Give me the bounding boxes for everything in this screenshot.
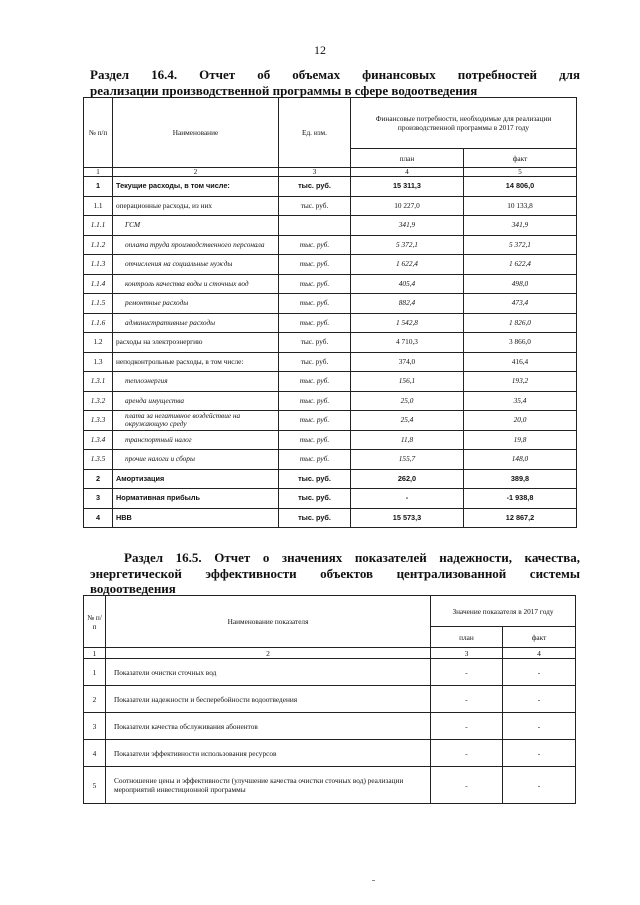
row-name: Показатели надежности и бесперебойности водоотведения xyxy=(106,686,431,713)
row-fact: - xyxy=(503,713,576,740)
table-row xyxy=(84,196,577,216)
row-plan: 10 227,0 xyxy=(351,196,464,216)
index-cell: 1 xyxy=(84,648,106,659)
row-fact: 12 867,2 xyxy=(464,508,577,528)
row-name: Нормативная прибыль xyxy=(113,489,279,509)
row-num: 1.3 xyxy=(84,352,113,372)
page-number: 12 xyxy=(314,43,326,57)
row-plan: - xyxy=(431,767,503,804)
index-cell: 4 xyxy=(351,168,464,177)
row-num: 2 xyxy=(84,469,113,489)
row-plan: 405,4 xyxy=(351,274,464,294)
row-plan: - xyxy=(431,713,503,740)
row-fact: 3 866,0 xyxy=(464,333,577,353)
header-name: Наименование xyxy=(113,98,279,168)
table-row xyxy=(84,352,577,372)
row-plan: 5 372,1 xyxy=(351,235,464,255)
row-num: 1.1.6 xyxy=(84,313,113,333)
table-row xyxy=(84,450,577,470)
row-plan: 15 311,3 xyxy=(351,177,464,197)
table-row xyxy=(84,489,577,509)
row-plan: 374,0 xyxy=(351,352,464,372)
header-plan: план xyxy=(351,149,464,168)
row-num: 3 xyxy=(84,713,106,740)
row-num: 1 xyxy=(84,177,113,197)
row-name: оплата труда производственного персонала xyxy=(113,235,279,255)
row-name: операционные расходы, из них xyxy=(113,196,279,216)
row-name: Показатели качества обслуживания абонентов xyxy=(106,713,431,740)
section-16-5-heading xyxy=(90,550,580,597)
section-16-5-title-line2: энергетической эффективности объектов централизованной системы xyxy=(90,565,580,581)
section-16-5-title-line1: Раздел 16.5. Отчет о значениях показателей надежности, качества, xyxy=(124,550,580,565)
row-name: расходы на электроэнергию xyxy=(113,333,279,353)
row-plan: 25,4 xyxy=(351,411,464,431)
row-fact: - xyxy=(503,767,576,804)
row-unit: тыс. руб. xyxy=(279,177,351,197)
section-16-5-title-line3: водоотведения xyxy=(90,581,176,596)
table-row xyxy=(84,313,577,333)
row-num: 1.3.2 xyxy=(84,391,113,411)
row-plan: 11,8 xyxy=(351,430,464,450)
row-name: НВВ xyxy=(113,508,279,528)
row-num: 1.3.3 xyxy=(84,411,113,431)
row-name: ремонтные расходы xyxy=(113,294,279,314)
row-plan: 25,0 xyxy=(351,391,464,411)
row-name: аренда имущества xyxy=(113,391,279,411)
row-unit: тыс. руб. xyxy=(279,430,351,450)
row-unit: тыс. руб. xyxy=(279,294,351,314)
index-cell: 4 xyxy=(503,648,576,659)
row-name: теплоэнергия xyxy=(113,372,279,392)
table-row xyxy=(84,767,576,804)
header-num: № п/п xyxy=(84,596,106,648)
column-index-row xyxy=(84,168,577,177)
row-plan: 341,9 xyxy=(351,216,464,236)
row-unit: тыс. руб. xyxy=(279,235,351,255)
row-plan: - xyxy=(431,686,503,713)
section-16-4-heading xyxy=(90,67,580,99)
row-fact: - xyxy=(503,740,576,767)
table-row xyxy=(84,659,576,686)
table-row xyxy=(84,740,576,767)
row-plan: - xyxy=(431,740,503,767)
row-name: плата за негативное воздействие на окружающую среду xyxy=(113,411,279,431)
row-num: 4 xyxy=(84,508,113,528)
row-fact: -1 938,8 xyxy=(464,489,577,509)
table-row xyxy=(84,469,577,489)
row-unit xyxy=(279,216,351,236)
row-fact: 1 826,0 xyxy=(464,313,577,333)
header-fact: факт xyxy=(503,627,576,648)
section-16-4-title-line1: Раздел 16.4. Отчет об объемах финансовых потребностей для xyxy=(90,67,580,82)
row-unit: тыс. руб. xyxy=(279,196,351,216)
index-cell: 3 xyxy=(431,648,503,659)
row-fact: 19,8 xyxy=(464,430,577,450)
row-num: 1.3.4 xyxy=(84,430,113,450)
row-unit: тыс. руб. xyxy=(279,333,351,353)
indicators-table xyxy=(83,595,576,804)
row-fact: 1 622,4 xyxy=(464,255,577,275)
index-cell: 2 xyxy=(106,648,431,659)
index-cell: 2 xyxy=(113,168,279,177)
row-num: 1.1 xyxy=(84,196,113,216)
header-row-1 xyxy=(84,596,576,627)
row-plan: 155,7 xyxy=(351,450,464,470)
row-name: Показатели эффективности использования ресурсов xyxy=(106,740,431,767)
table-row xyxy=(84,713,576,740)
header-plan: план xyxy=(431,627,503,648)
header-value: Значение показателя в 2017 году xyxy=(431,596,576,627)
row-unit: тыс. руб. xyxy=(279,255,351,275)
row-num: 1.3.1 xyxy=(84,372,113,392)
row-fact: 473,4 xyxy=(464,294,577,314)
table-row xyxy=(84,430,577,450)
row-fact: 35,4 xyxy=(464,391,577,411)
row-plan: - xyxy=(351,489,464,509)
row-name: административные расходы xyxy=(113,313,279,333)
row-name: Соотношение цены и эффективности (улучшение качества очистки сточных вод) реализации мероприятий инвестиционной программы xyxy=(106,767,431,804)
row-unit: тыс. руб. xyxy=(279,313,351,333)
row-name: Показатели очистки сточных вод xyxy=(106,659,431,686)
row-unit: тыс. руб. xyxy=(279,391,351,411)
section-16-4-title-line2: реализации производственной программы в сфере водоотведения xyxy=(90,83,478,98)
row-name: ГСМ xyxy=(113,216,279,236)
table-row xyxy=(84,391,577,411)
row-plan: 15 573,3 xyxy=(351,508,464,528)
row-fact: 416,4 xyxy=(464,352,577,372)
row-name: Текущие расходы, в том числе: xyxy=(113,177,279,197)
index-cell: 3 xyxy=(279,168,351,177)
header-row-1 xyxy=(84,98,577,149)
row-num: 1.1.3 xyxy=(84,255,113,275)
table-row xyxy=(84,686,576,713)
row-unit: тыс. руб. xyxy=(279,372,351,392)
row-name: транспортный налог xyxy=(113,430,279,450)
row-num: 1.1.1 xyxy=(84,216,113,236)
row-name: контроль качества воды и сточных вод xyxy=(113,274,279,294)
header-needs: Финансовые потребности, необходимые для реализации производственной программы в 2017 году xyxy=(351,98,577,149)
row-num: 1.2 xyxy=(84,333,113,353)
financial-needs-body xyxy=(84,177,577,528)
row-name: Амортизация xyxy=(113,469,279,489)
row-fact: 341,9 xyxy=(464,216,577,236)
row-num: 1.3.5 xyxy=(84,450,113,470)
row-fact: 10 133,8 xyxy=(464,196,577,216)
row-name: неподконтрольные расходы, в том числе: xyxy=(113,352,279,372)
row-unit: тыс. руб. xyxy=(279,352,351,372)
row-unit: тыс. руб. xyxy=(279,489,351,509)
header-num: № п/п xyxy=(84,98,113,168)
table-row xyxy=(84,508,577,528)
row-plan: 882,4 xyxy=(351,294,464,314)
index-cell: 1 xyxy=(84,168,113,177)
row-num: 1.1.5 xyxy=(84,294,113,314)
row-fact: 14 806,0 xyxy=(464,177,577,197)
row-fact: 389,8 xyxy=(464,469,577,489)
header-name: Наименование показателя xyxy=(106,596,431,648)
row-num: 1 xyxy=(84,659,106,686)
row-name: отчисления на социальные нужды xyxy=(113,255,279,275)
row-fact: 498,0 xyxy=(464,274,577,294)
row-plan: 262,0 xyxy=(351,469,464,489)
row-plan: 1 622,4 xyxy=(351,255,464,275)
row-num: 5 xyxy=(84,767,106,804)
table-row xyxy=(84,333,577,353)
scan-mark xyxy=(372,880,375,881)
row-fact: 148,0 xyxy=(464,450,577,470)
row-fact: 193,2 xyxy=(464,372,577,392)
row-num: 1.1.4 xyxy=(84,274,113,294)
index-cell: 5 xyxy=(464,168,577,177)
row-unit: тыс. руб. xyxy=(279,274,351,294)
table-row xyxy=(84,372,577,392)
row-plan: 1 542,8 xyxy=(351,313,464,333)
indicators-body xyxy=(84,659,576,804)
row-unit: тыс. руб. xyxy=(279,411,351,431)
header-unit: Ед. изм. xyxy=(279,98,351,168)
table-row xyxy=(84,294,577,314)
financial-needs-table xyxy=(83,97,577,528)
row-num: 3 xyxy=(84,489,113,509)
row-fact: - xyxy=(503,659,576,686)
row-plan: 4 710,3 xyxy=(351,333,464,353)
table-row xyxy=(84,235,577,255)
row-name: прочие налоги и сборы xyxy=(113,450,279,470)
row-num: 2 xyxy=(84,686,106,713)
row-plan: 156,1 xyxy=(351,372,464,392)
row-fact: 20,0 xyxy=(464,411,577,431)
table-row xyxy=(84,177,577,197)
row-fact: - xyxy=(503,686,576,713)
row-plan: - xyxy=(431,659,503,686)
row-fact: 5 372,1 xyxy=(464,235,577,255)
table-row xyxy=(84,411,577,431)
row-unit: тыс. руб. xyxy=(279,450,351,470)
row-num: 4 xyxy=(84,740,106,767)
header-fact: факт xyxy=(464,149,577,168)
table-row xyxy=(84,255,577,275)
row-num: 1.1.2 xyxy=(84,235,113,255)
row-unit: тыс. руб. xyxy=(279,508,351,528)
column-index-row xyxy=(84,648,576,659)
row-unit: тыс. руб. xyxy=(279,469,351,489)
table-row xyxy=(84,216,577,236)
table-row xyxy=(84,274,577,294)
